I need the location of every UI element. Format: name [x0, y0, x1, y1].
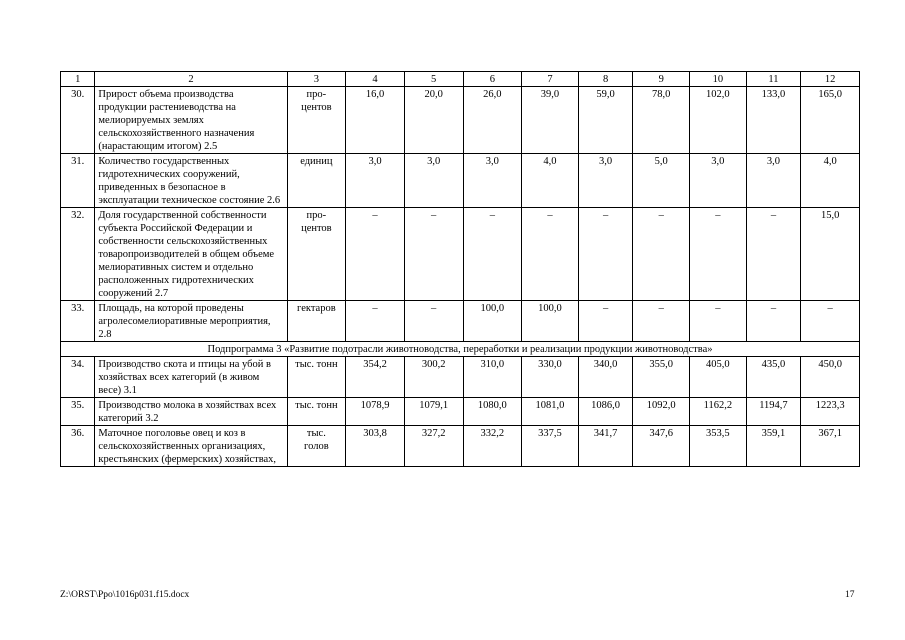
- value-cell: –: [746, 208, 801, 301]
- value-cell: 20,0: [404, 87, 463, 154]
- unit-of-measure: тыс. голов: [287, 426, 346, 467]
- value-cell: –: [346, 208, 405, 301]
- table-row: [61, 357, 860, 398]
- value-cell: –: [801, 301, 860, 342]
- value-cell: –: [404, 208, 463, 301]
- value-cell: 1081,0: [522, 398, 579, 426]
- value-cell: 3,0: [746, 154, 801, 208]
- value-cell: 5,0: [633, 154, 690, 208]
- value-cell: 330,0: [522, 357, 579, 398]
- subprogram-row: [61, 342, 860, 357]
- row-number: 35.: [61, 398, 95, 426]
- value-cell: 332,2: [463, 426, 522, 467]
- value-cell: 1079,1: [404, 398, 463, 426]
- value-cell: 353,5: [690, 426, 747, 467]
- value-cell: 300,2: [404, 357, 463, 398]
- value-cell: –: [522, 208, 579, 301]
- value-cell: 3,0: [578, 154, 633, 208]
- value-cell: 354,2: [346, 357, 405, 398]
- indicator-name: Площадь, на которой проведены агролесомелиоративные мероприятия, 2.8: [95, 301, 287, 342]
- value-cell: 39,0: [522, 87, 579, 154]
- value-cell: 340,0: [578, 357, 633, 398]
- value-cell: 26,0: [463, 87, 522, 154]
- table-row: [61, 426, 860, 467]
- col-header: 7: [522, 72, 579, 87]
- table-row: [61, 208, 860, 301]
- col-header: 1: [61, 72, 95, 87]
- value-cell: 327,2: [404, 426, 463, 467]
- unit-of-measure: гектаров: [287, 301, 346, 342]
- unit-of-measure: про- центов: [287, 87, 346, 154]
- table-row: [61, 301, 860, 342]
- table-row: [61, 154, 860, 208]
- indicator-name: Доля государственной собственности субъекта Российской Федерации и собственности сельскохозяйственных товаропроизводителей в общем объеме мелиоративных систем и отдельно расположенных гидротехнических сооружений 2.7: [95, 208, 287, 301]
- value-cell: 78,0: [633, 87, 690, 154]
- row-number: 33.: [61, 301, 95, 342]
- value-cell: 59,0: [578, 87, 633, 154]
- unit-of-measure: тыс. тонн: [287, 357, 346, 398]
- value-cell: 3,0: [404, 154, 463, 208]
- value-cell: 303,8: [346, 426, 405, 467]
- value-cell: –: [746, 301, 801, 342]
- value-cell: 1223,3: [801, 398, 860, 426]
- value-cell: 405,0: [690, 357, 747, 398]
- indicator-name: Производство скота и птицы на убой в хозяйствах всех категорий (в живом весе) 3.1: [95, 357, 287, 398]
- value-cell: 102,0: [690, 87, 747, 154]
- value-cell: 359,1: [746, 426, 801, 467]
- value-cell: 1092,0: [633, 398, 690, 426]
- col-header: 2: [95, 72, 287, 87]
- value-cell: 355,0: [633, 357, 690, 398]
- table-row: [61, 87, 860, 154]
- value-cell: 310,0: [463, 357, 522, 398]
- col-header: 6: [463, 72, 522, 87]
- value-cell: –: [633, 301, 690, 342]
- row-number: 31.: [61, 154, 95, 208]
- indicator-name: Прирост объема производства продукции растениеводства на мелиорируемых землях сельскохозяйственного назначения (нарастающим итогом) 2.5: [95, 87, 287, 154]
- page-number: 17: [845, 590, 855, 600]
- value-cell: 100,0: [522, 301, 579, 342]
- table-row: [61, 398, 860, 426]
- indicators-table: [60, 71, 860, 467]
- unit-of-measure: единиц: [287, 154, 346, 208]
- value-cell: –: [578, 208, 633, 301]
- row-number: 30.: [61, 87, 95, 154]
- col-header: 11: [746, 72, 801, 87]
- value-cell: 3,0: [690, 154, 747, 208]
- indicator-name: Маточное поголовье овец и коз в сельскохозяйственных организациях, крестьянских (фермерских) хозяйствах,: [95, 426, 287, 467]
- value-cell: 1078,9: [346, 398, 405, 426]
- value-cell: –: [346, 301, 405, 342]
- value-cell: 4,0: [522, 154, 579, 208]
- col-header: 5: [404, 72, 463, 87]
- value-cell: –: [690, 208, 747, 301]
- unit-of-measure: тыс. тонн: [287, 398, 346, 426]
- value-cell: 1162,2: [690, 398, 747, 426]
- value-cell: –: [404, 301, 463, 342]
- unit-of-measure: про- центов: [287, 208, 346, 301]
- indicator-name: Производство молока в хозяйствах всех категорий 3.2: [95, 398, 287, 426]
- value-cell: –: [578, 301, 633, 342]
- value-cell: 1080,0: [463, 398, 522, 426]
- value-cell: 100,0: [463, 301, 522, 342]
- value-cell: –: [633, 208, 690, 301]
- value-cell: 1194,7: [746, 398, 801, 426]
- value-cell: 435,0: [746, 357, 801, 398]
- value-cell: 165,0: [801, 87, 860, 154]
- col-header: 12: [801, 72, 860, 87]
- column-number-header-row: [61, 72, 860, 87]
- row-number: 36.: [61, 426, 95, 467]
- value-cell: –: [463, 208, 522, 301]
- col-header: 4: [346, 72, 405, 87]
- value-cell: –: [690, 301, 747, 342]
- value-cell: 15,0: [801, 208, 860, 301]
- value-cell: 3,0: [346, 154, 405, 208]
- value-cell: 1086,0: [578, 398, 633, 426]
- value-cell: 4,0: [801, 154, 860, 208]
- col-header: 3: [287, 72, 346, 87]
- subprogram-title: Подпрограмма 3 «Развитие подотрасли животноводства, переработки и реализации продукции животноводства»: [61, 342, 860, 357]
- col-header: 10: [690, 72, 747, 87]
- value-cell: 3,0: [463, 154, 522, 208]
- indicator-name: Количество государственных гидротехнических сооружений, приведенных в безопасное в эксплуатации техническое состояние 2.6: [95, 154, 287, 208]
- value-cell: 341,7: [578, 426, 633, 467]
- value-cell: 337,5: [522, 426, 579, 467]
- row-number: 34.: [61, 357, 95, 398]
- value-cell: 367,1: [801, 426, 860, 467]
- row-number: 32.: [61, 208, 95, 301]
- value-cell: 16,0: [346, 87, 405, 154]
- value-cell: 347,6: [633, 426, 690, 467]
- col-header: 9: [633, 72, 690, 87]
- value-cell: 450,0: [801, 357, 860, 398]
- value-cell: 133,0: [746, 87, 801, 154]
- col-header: 8: [578, 72, 633, 87]
- document-path: Z:\ORST\Ppo\1016p031.f15.docx: [60, 590, 190, 600]
